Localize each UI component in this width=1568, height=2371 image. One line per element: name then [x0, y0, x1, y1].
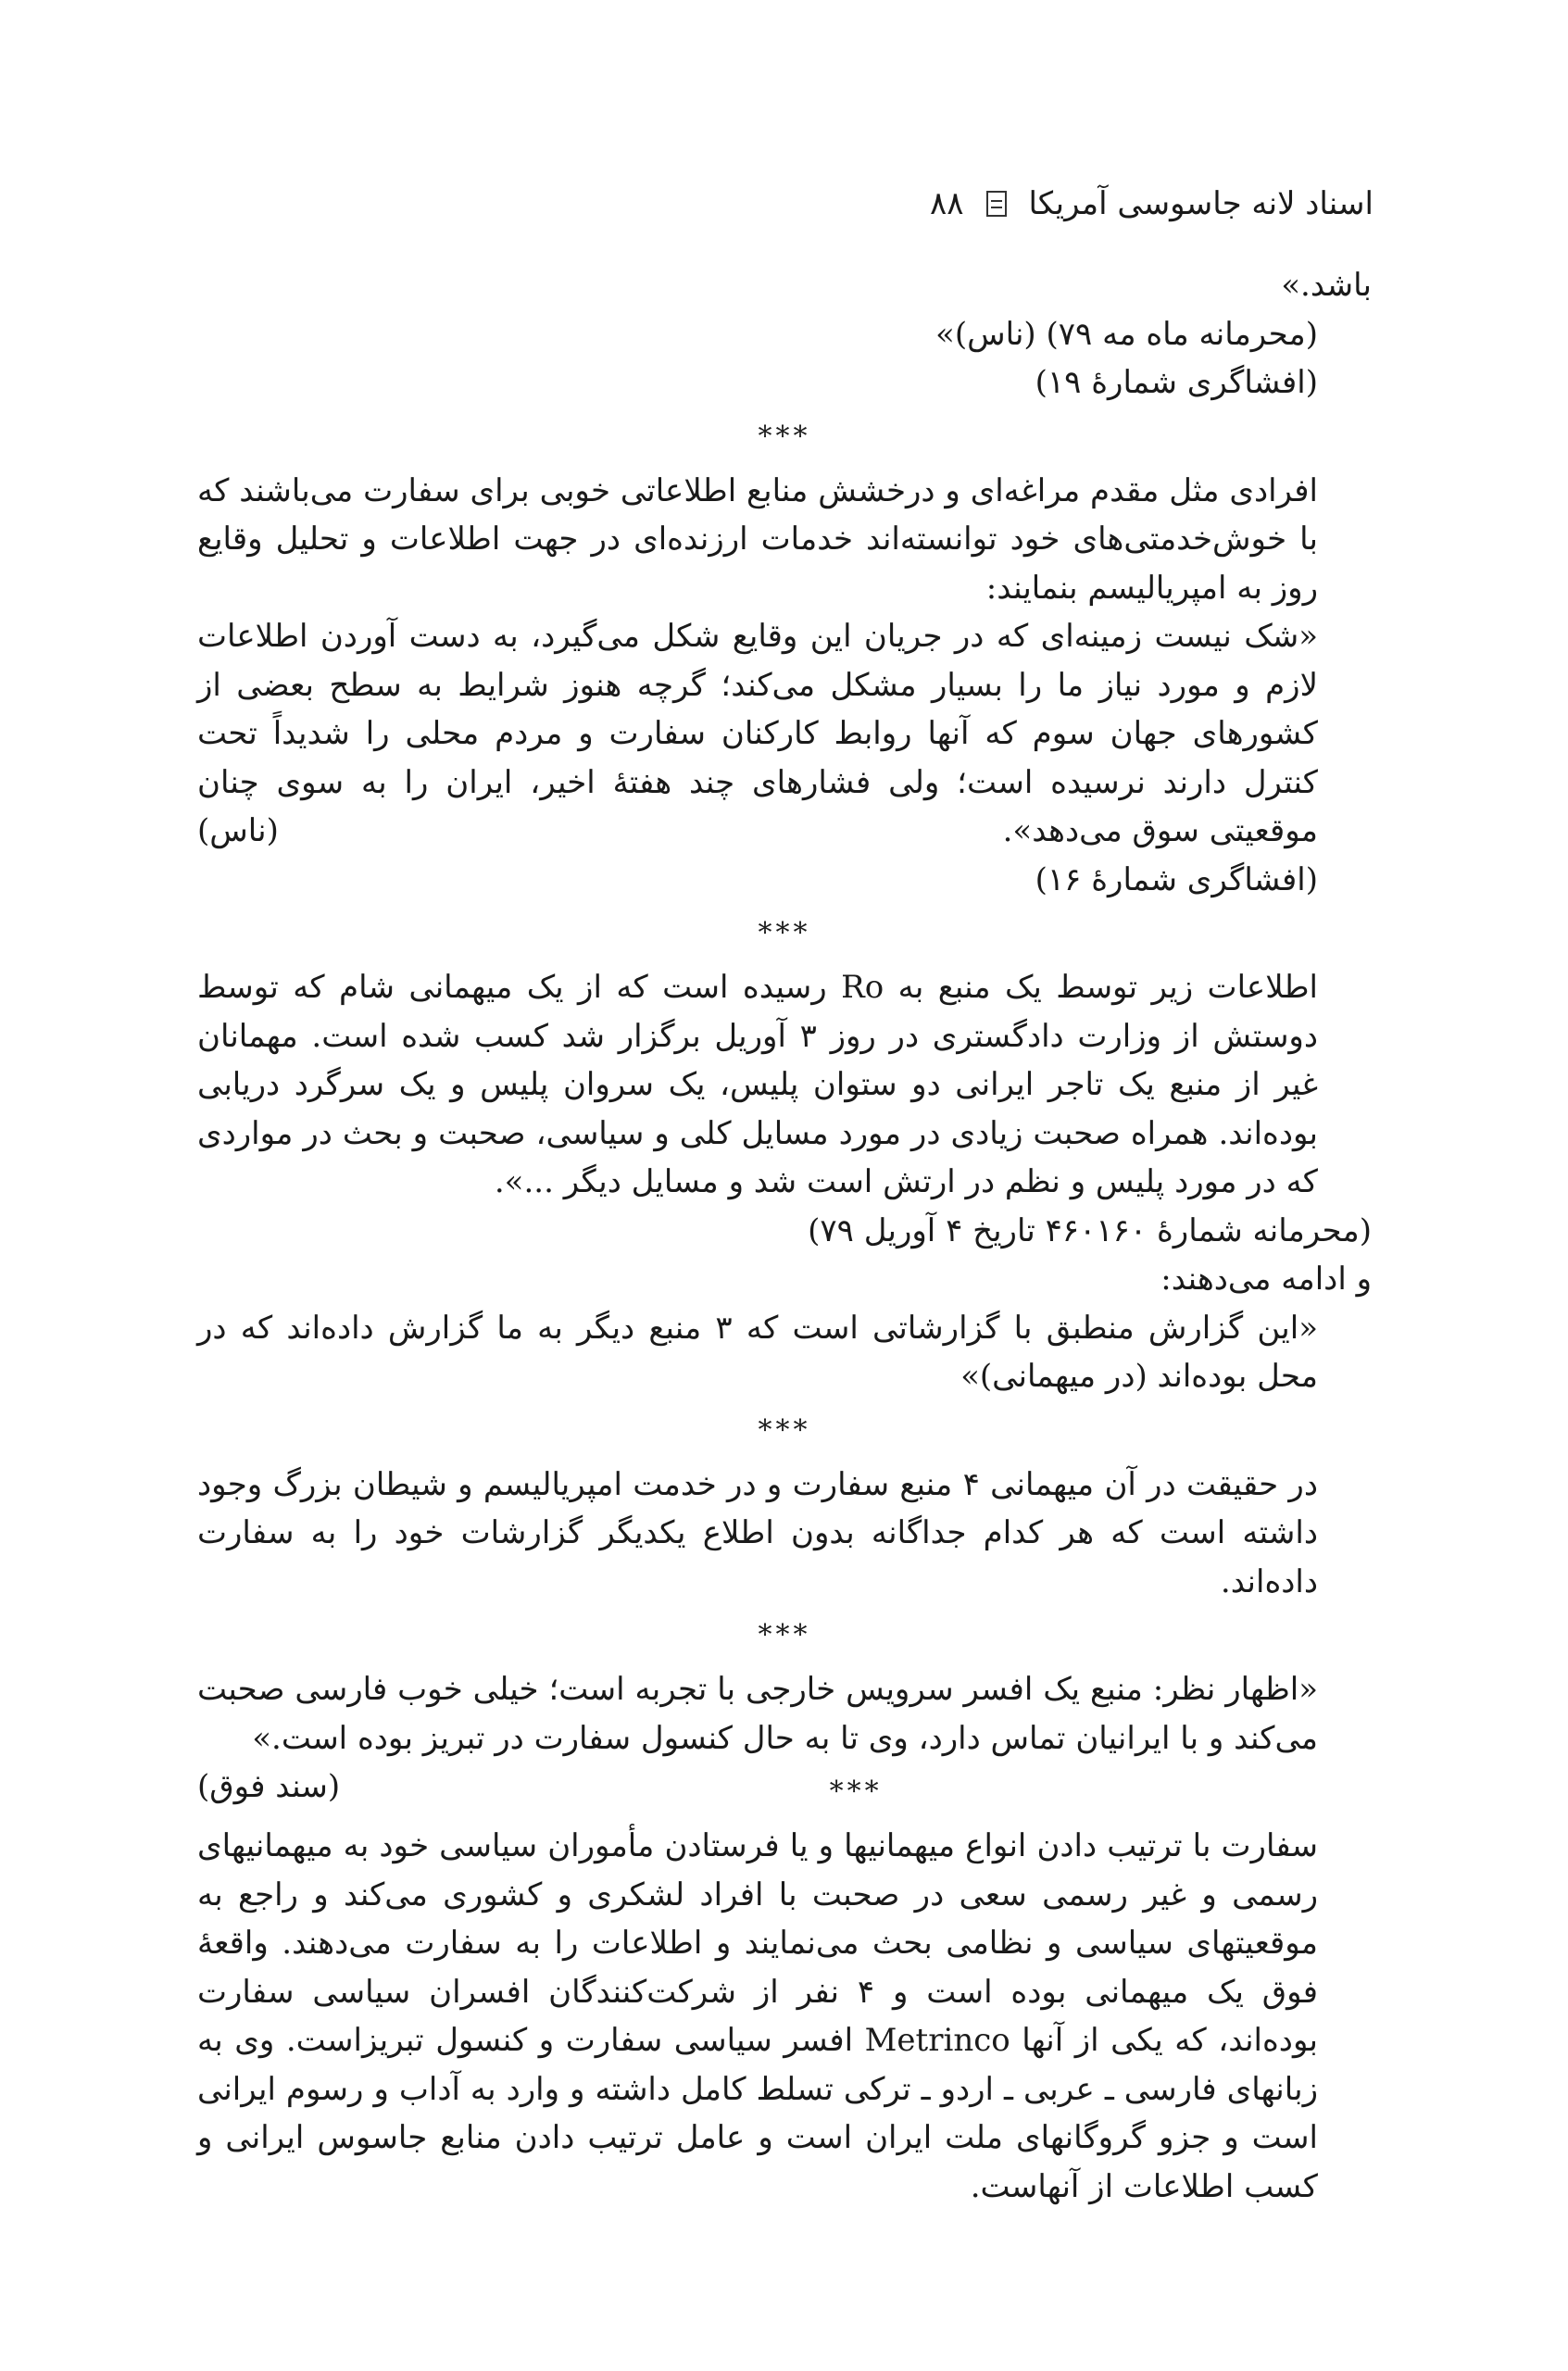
page-icon [986, 191, 1007, 217]
paragraph-text: باشد.» [1281, 267, 1372, 304]
paragraph [197, 612, 1372, 856]
paragraph-text: و ادامه می‌دهند: [1160, 1261, 1372, 1298]
citation [197, 1207, 1372, 1256]
body-text [197, 261, 1372, 2211]
paragraph [197, 1461, 1372, 1607]
paragraph-text: افرادی مثل مقدم مراغه‌ای و درخشش منابع اطلاعاتی خوبی برای سفارت می‌باشند که با خوش‌خدمتی‌های خود توانسته‌اند خدمات ارزنده‌ای در جهت اطلاعات و تحلیل وقایع روز به امپریالیسم بنمایند: [197, 471, 1318, 607]
paragraph-text: در حقیقت در آن میهمانی ۴ منبع سفارت و در خدمت امپریالیسم و شیطان بزرگ وجود داشته است که هر کدام جداگانه بدون اطلاع یکدیگر گزارشات خود را به سفارت داده‌اند. [197, 1465, 1318, 1600]
paragraph-text: «شک نیست زمینه‌ای که در جریان این وقایع شکل می‌گیرد، به دست آوردن اطلاعات لازم و مورد نیاز ما را بسیار مشکل می‌کند؛ گرچه هنوز شرایط به سطح بعضی از کشورهای جهان سوم که آنها روابط کارکنان سفارت و مردم محلی را شدیداً تحت کنترل دارند نرسیده است؛ ولی فشارهای چند هفتهٔ اخیر، ایران را به سوی چنان موقعیتی سوق می‌دهد». [197, 618, 1318, 849]
source-note: (سند فوق) [197, 1768, 341, 1805]
page-number: ۸۸ [929, 185, 964, 222]
paragraph [197, 963, 1372, 1207]
paragraph-text: (افشاگری شمارهٔ ۱۹) [1035, 364, 1318, 401]
text-line [197, 261, 1372, 310]
text-line [197, 1255, 1372, 1304]
paragraph-text: (محرمانه شمارهٔ ۴۶۰۱۶۰ تاریخ ۴ آوریل ۷۹) [808, 1211, 1372, 1249]
paragraph-text: (محرمانه ماه مه ۷۹) (ناس)» [935, 315, 1318, 353]
paragraph-text: «این گزارش منطبق با گزارشاتی است که ۳ منبع دیگر به ما گزارش داده‌اند که در محل بوده‌اند (در میهمانی)» [197, 1309, 1318, 1395]
citation [197, 856, 1372, 905]
paragraph [197, 1304, 1372, 1401]
paragraph-text: اطلاعات زیر توسط یک منبع به Ro رسیده است که از یک میهمانی شام که توسط دوستش از وزارت دادگستری در روز ۳ آوریل برگزار شد کسب شده است. مهمانان غیر از منبع یک تاجر ایرانی دو ستوان پلیس، یک سروان پلیس و یک سرگرد دریابی بوده‌اند. همراه صحبت زیادی در مورد مسایل کلی و سیاسی، صحبت و بحث در مواردی که در مورد پلیس و نظم در ارتش است شد و مسایل دیگر ...». [197, 969, 1319, 1200]
citation [197, 310, 1372, 359]
section-separator: *** [758, 420, 811, 453]
section-separator: *** [758, 917, 811, 949]
paragraph [197, 1822, 1372, 2211]
paragraph [197, 467, 1372, 613]
paragraph [197, 1665, 1372, 1805]
paragraph-text: «اظهار نظر: منبع یک افسر سرویس خارجی با تجربه است؛ خیلی خوب فارسی صحبت می‌کند و با ایرانیان تماس دارد، وی تا به حال کنسول سفارت در تبریز بوده است.» [197, 1671, 1318, 1757]
paragraph-text: (افشاگری شمارهٔ ۱۶) [1035, 860, 1318, 898]
header-title: اسناد لانه جاسوسی آمریکا [1028, 185, 1374, 222]
paragraph-text: سفارت با ترتیب دادن انواع میهمانیها و یا فرستادن مأموران سیاسی خود به میهمانیهای رسمی و غیر رسمی سعی در صحبت با افراد لشکری و کشوری می‌کند و راجع به موقعیتهای سیاسی و نظامی بحث می‌نمایند و اطلاعات را به سفارت می‌دهند. واقعهٔ فوق یک میهمانی بوده است و ۴ نفر از شرکت‌کنندگان افسران سیاسی سفارت بوده‌اند، که یکی از آنها Metrinco افسر سیاسی سفارت و کنسول تبریزاست. وی به زبانهای فارسی ـ عربی ـ اردو ـ ترکی تسلط کامل داشته و وارد به آداب و رسوم ایرانی است و جزو گروگانهای ملت ایران است و عامل ترتیب دادن منابع جاسوس ایرانی و کسب اطلاعات از آنهاست. [197, 1827, 1318, 2205]
section-separator: *** [758, 1619, 811, 1651]
citation [197, 358, 1372, 408]
section-separator: *** [829, 1775, 883, 1808]
section-separator: *** [758, 1413, 811, 1447]
source-note: (ناس) [197, 812, 279, 849]
running-header [169, 185, 1374, 222]
